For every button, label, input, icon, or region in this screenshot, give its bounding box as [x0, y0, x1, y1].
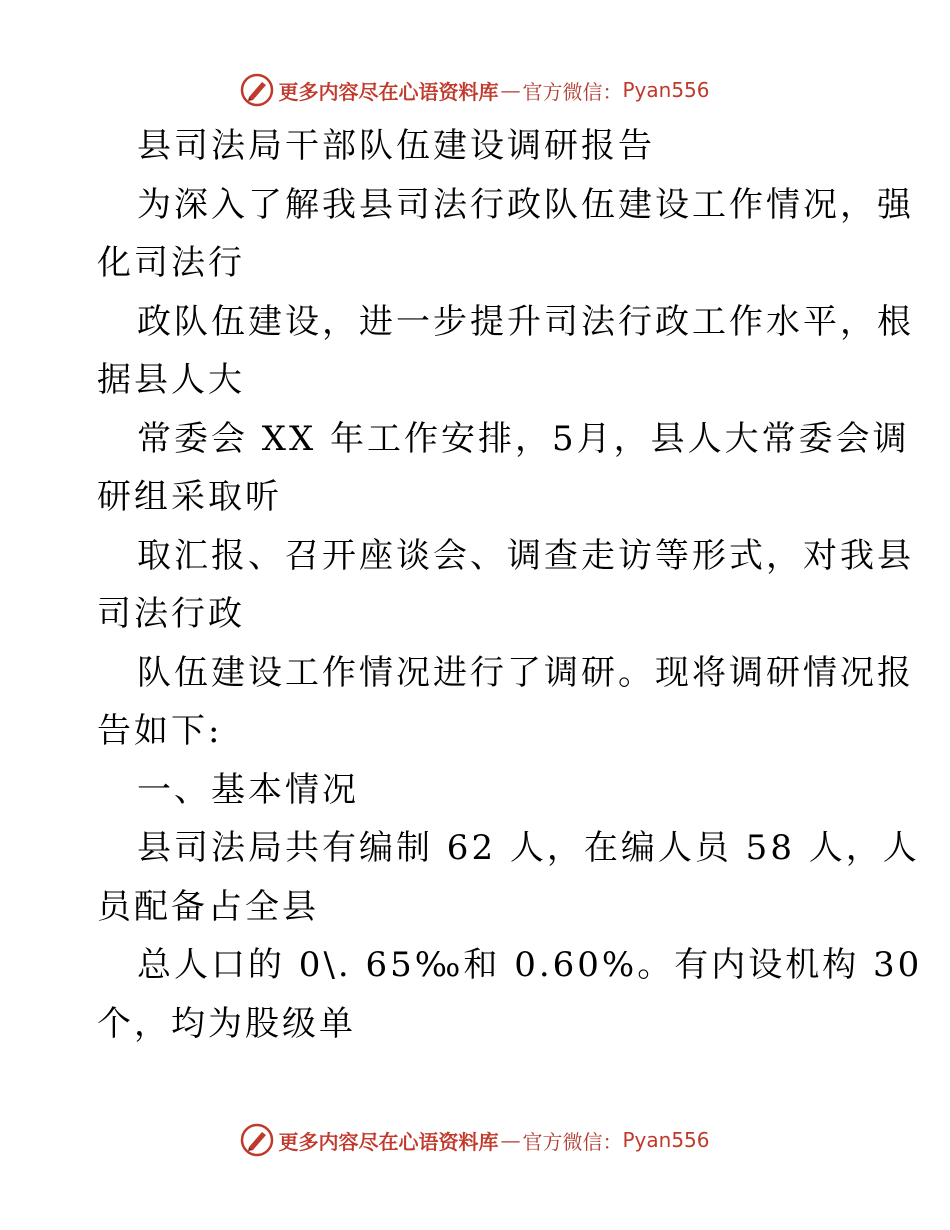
pen-logo-icon [240, 1123, 274, 1157]
text-line: 为深入了解我县司法行政队伍建设工作情况，强 [137, 184, 914, 225]
banner-wechat-label: 官方微信： [522, 1129, 623, 1154]
document-body [97, 117, 923, 1053]
text-line: 研组采取听 [97, 477, 282, 517]
banner-promo-text: 更多内容尽在心语资料库 [278, 79, 499, 104]
banner-promo-text: 更多内容尽在心语资料库 [278, 1129, 499, 1154]
banner-dash: — [500, 78, 521, 102]
text-line: 总人口的 0\. 65‰和 0.60%。有内设机构 30 [137, 945, 923, 985]
text-line: 司法行政 [97, 594, 245, 634]
document-title: 县司法局干部队伍建设调研报告 [137, 126, 655, 166]
banner-wechat-account: Pyan556 [622, 1128, 710, 1152]
text-line: 员配备占全县 [97, 886, 319, 927]
banner-dash: — [500, 1128, 521, 1152]
text-line: 县司法局共有编制 62 人，在编人员 58 人，人 [137, 828, 920, 868]
banner-wechat-label: 官方微信： [522, 79, 623, 104]
text-line: 告如下: [97, 711, 223, 751]
text-line: 政队伍建设，进一步提升司法行政工作水平，根 [137, 301, 914, 342]
text-line: 队伍建设工作情况进行了调研。现将调研情况报 [137, 652, 914, 693]
text-line: 个，均为股级单 [97, 1003, 356, 1044]
section-heading: 一、基本情况 [137, 769, 359, 810]
footer-banner [0, 1120, 950, 1160]
pen-logo-icon [240, 73, 274, 107]
text-line: 化司法行 [97, 243, 245, 283]
text-line: 取汇报、召开座谈会、调查走访等形式，对我县 [137, 535, 914, 576]
text-line: 据县人大 [97, 360, 245, 400]
banner-wechat-account: Pyan556 [622, 78, 710, 102]
header-banner [0, 70, 950, 110]
text-line: 常委会 XX 年工作安排，5月，县人大常委会调 [137, 418, 910, 459]
